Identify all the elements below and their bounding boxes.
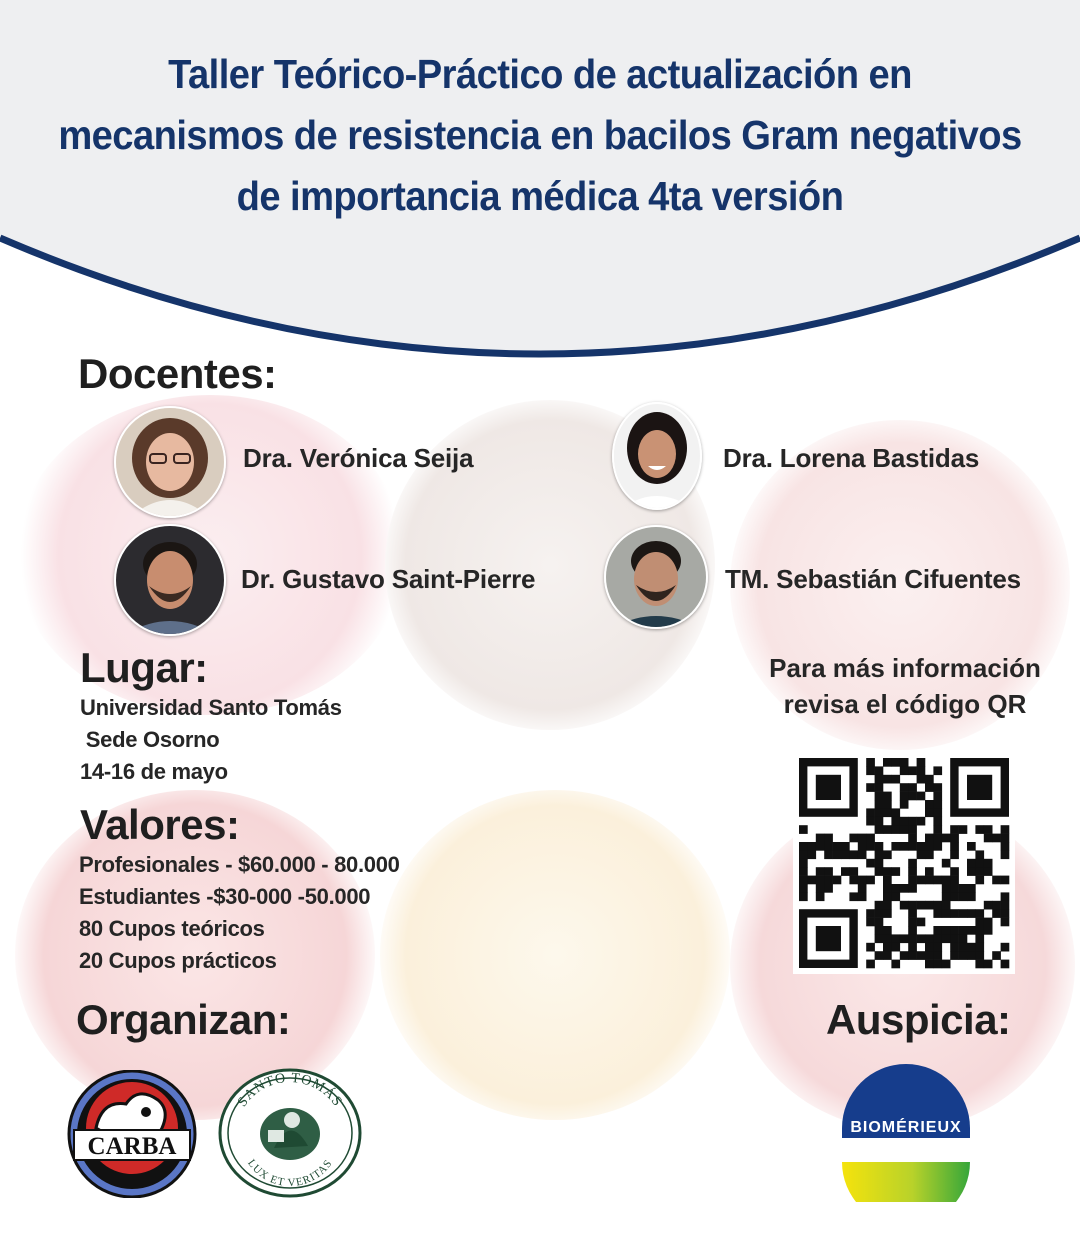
biomerieux-logo-text: BIOMÉRIEUX xyxy=(850,1119,962,1136)
avatar-sebastian-cifuentes xyxy=(604,525,708,629)
qr-code[interactable] xyxy=(793,752,1015,974)
carba-logo xyxy=(66,1070,198,1203)
docente-name: Dra. Verónica Seija xyxy=(243,443,474,473)
title-line-1: Taller Teórico-Práctico de actualización en xyxy=(168,51,912,97)
santo-tomas-logo xyxy=(218,1068,362,1203)
valores-line: 20 Cupos prácticos xyxy=(79,948,277,973)
valores-heading: Valores: xyxy=(80,801,240,848)
title-line-3: de importancia médica 4ta versión xyxy=(236,173,844,219)
docente-name: Dr. Gustavo Saint-Pierre xyxy=(241,564,536,594)
valores-line: Profesionales - $60.000 - 80.000 xyxy=(79,852,400,877)
qr-info-line-2: revisa el código QR xyxy=(783,689,1027,719)
svg-text:LUX ET VERITAS: LUX ET VERITAS xyxy=(245,1157,335,1190)
docente-name: Dra. Lorena Bastidas xyxy=(723,443,980,473)
lugar-line: Universidad Santo Tomás xyxy=(80,695,342,720)
title-line-2: mecanismos de resistencia en bacilos Gram negativos xyxy=(58,112,1022,158)
docentes-heading: Docentes: xyxy=(78,350,277,397)
biomerieux-logo xyxy=(836,1062,976,1207)
avatar-gustavo-saint-pierre xyxy=(114,524,226,636)
qr-code-icon xyxy=(793,752,1015,974)
page-title xyxy=(38,44,1042,227)
valores-line: Estudiantes -$30-000 -50.000 xyxy=(79,884,371,909)
lugar-line: Sede Osorno xyxy=(80,727,220,752)
valores-line: 80 Cupos teóricos xyxy=(79,916,265,941)
avatar-lorena-bastidas xyxy=(612,402,702,510)
lugar-heading: Lugar: xyxy=(80,644,208,691)
auspicia-heading: Auspicia: xyxy=(826,996,1011,1043)
lugar-line: 14-16 de mayo xyxy=(80,759,228,784)
carba-logo-text: CARBA xyxy=(87,1133,177,1160)
qr-info-line-1: Para más información xyxy=(769,653,1041,683)
organizan-heading: Organizan: xyxy=(76,996,291,1043)
svg-text:SANTO TOMÁS: SANTO TOMÁS xyxy=(235,1070,345,1110)
avatar-veronica-seija xyxy=(114,406,226,518)
docente-name: TM. Sebastián Cifuentes xyxy=(725,564,1021,594)
petri-dish-background xyxy=(380,790,730,1120)
